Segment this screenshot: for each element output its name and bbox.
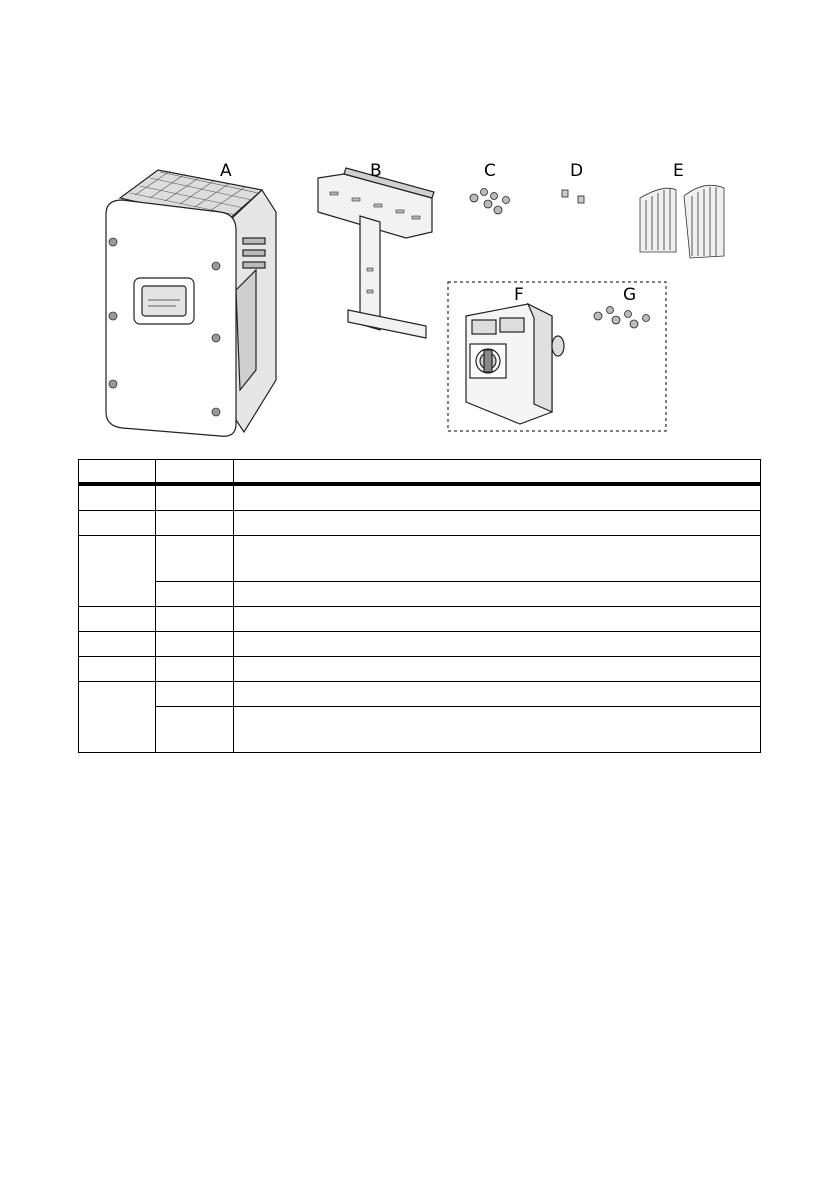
table-row <box>79 484 761 511</box>
table-row <box>79 511 761 536</box>
inverter-unit-drawing <box>106 170 276 436</box>
label-g: G <box>623 285 637 305</box>
table-cell <box>234 682 761 707</box>
table-cell <box>156 632 234 657</box>
table-row <box>79 657 761 682</box>
table-cell <box>79 632 156 657</box>
parts-drawing <box>0 0 840 450</box>
table-cell <box>156 484 234 511</box>
table-cell <box>156 657 234 682</box>
table-row <box>79 707 761 753</box>
table-cell <box>234 607 761 632</box>
table-cell <box>234 511 761 536</box>
table-cell <box>79 484 156 511</box>
table-cell <box>156 582 234 607</box>
table-cell <box>234 484 761 511</box>
table-row <box>79 632 761 657</box>
table-cell <box>234 707 761 753</box>
header-cell <box>234 460 761 485</box>
parts-illustration <box>0 0 840 450</box>
screw-set-c-drawing <box>470 189 510 215</box>
table-header-row <box>79 460 761 485</box>
label-a: A <box>220 161 232 181</box>
table-row <box>79 607 761 632</box>
cable-duct-e-drawing <box>640 185 724 258</box>
label-c: C <box>484 161 496 181</box>
table-cell <box>234 657 761 682</box>
table-row <box>79 582 761 607</box>
table-cell <box>79 657 156 682</box>
table-row <box>79 682 761 707</box>
label-d: D <box>570 161 584 181</box>
label-e: E <box>673 161 684 181</box>
header-cell <box>79 460 156 485</box>
table-cell <box>79 536 156 607</box>
table-cell <box>156 607 234 632</box>
table-cell <box>79 682 156 753</box>
dc-disconnector-f-drawing <box>466 304 564 424</box>
table-cell <box>234 536 761 582</box>
table-cell <box>234 632 761 657</box>
clip-set-d-drawing <box>562 190 584 203</box>
table-cell <box>156 511 234 536</box>
screw-set-g-drawing <box>594 307 650 329</box>
table-cell <box>234 582 761 607</box>
wall-mounting-bracket-drawing <box>318 168 434 338</box>
parts-table <box>78 459 761 753</box>
label-f: F <box>514 285 524 305</box>
label-b: B <box>370 161 382 181</box>
table-cell <box>156 707 234 753</box>
table-cell <box>79 607 156 632</box>
table-row <box>79 536 761 582</box>
header-cell <box>156 460 234 485</box>
table-cell <box>156 682 234 707</box>
table-cell <box>79 511 156 536</box>
table-cell <box>156 536 234 582</box>
